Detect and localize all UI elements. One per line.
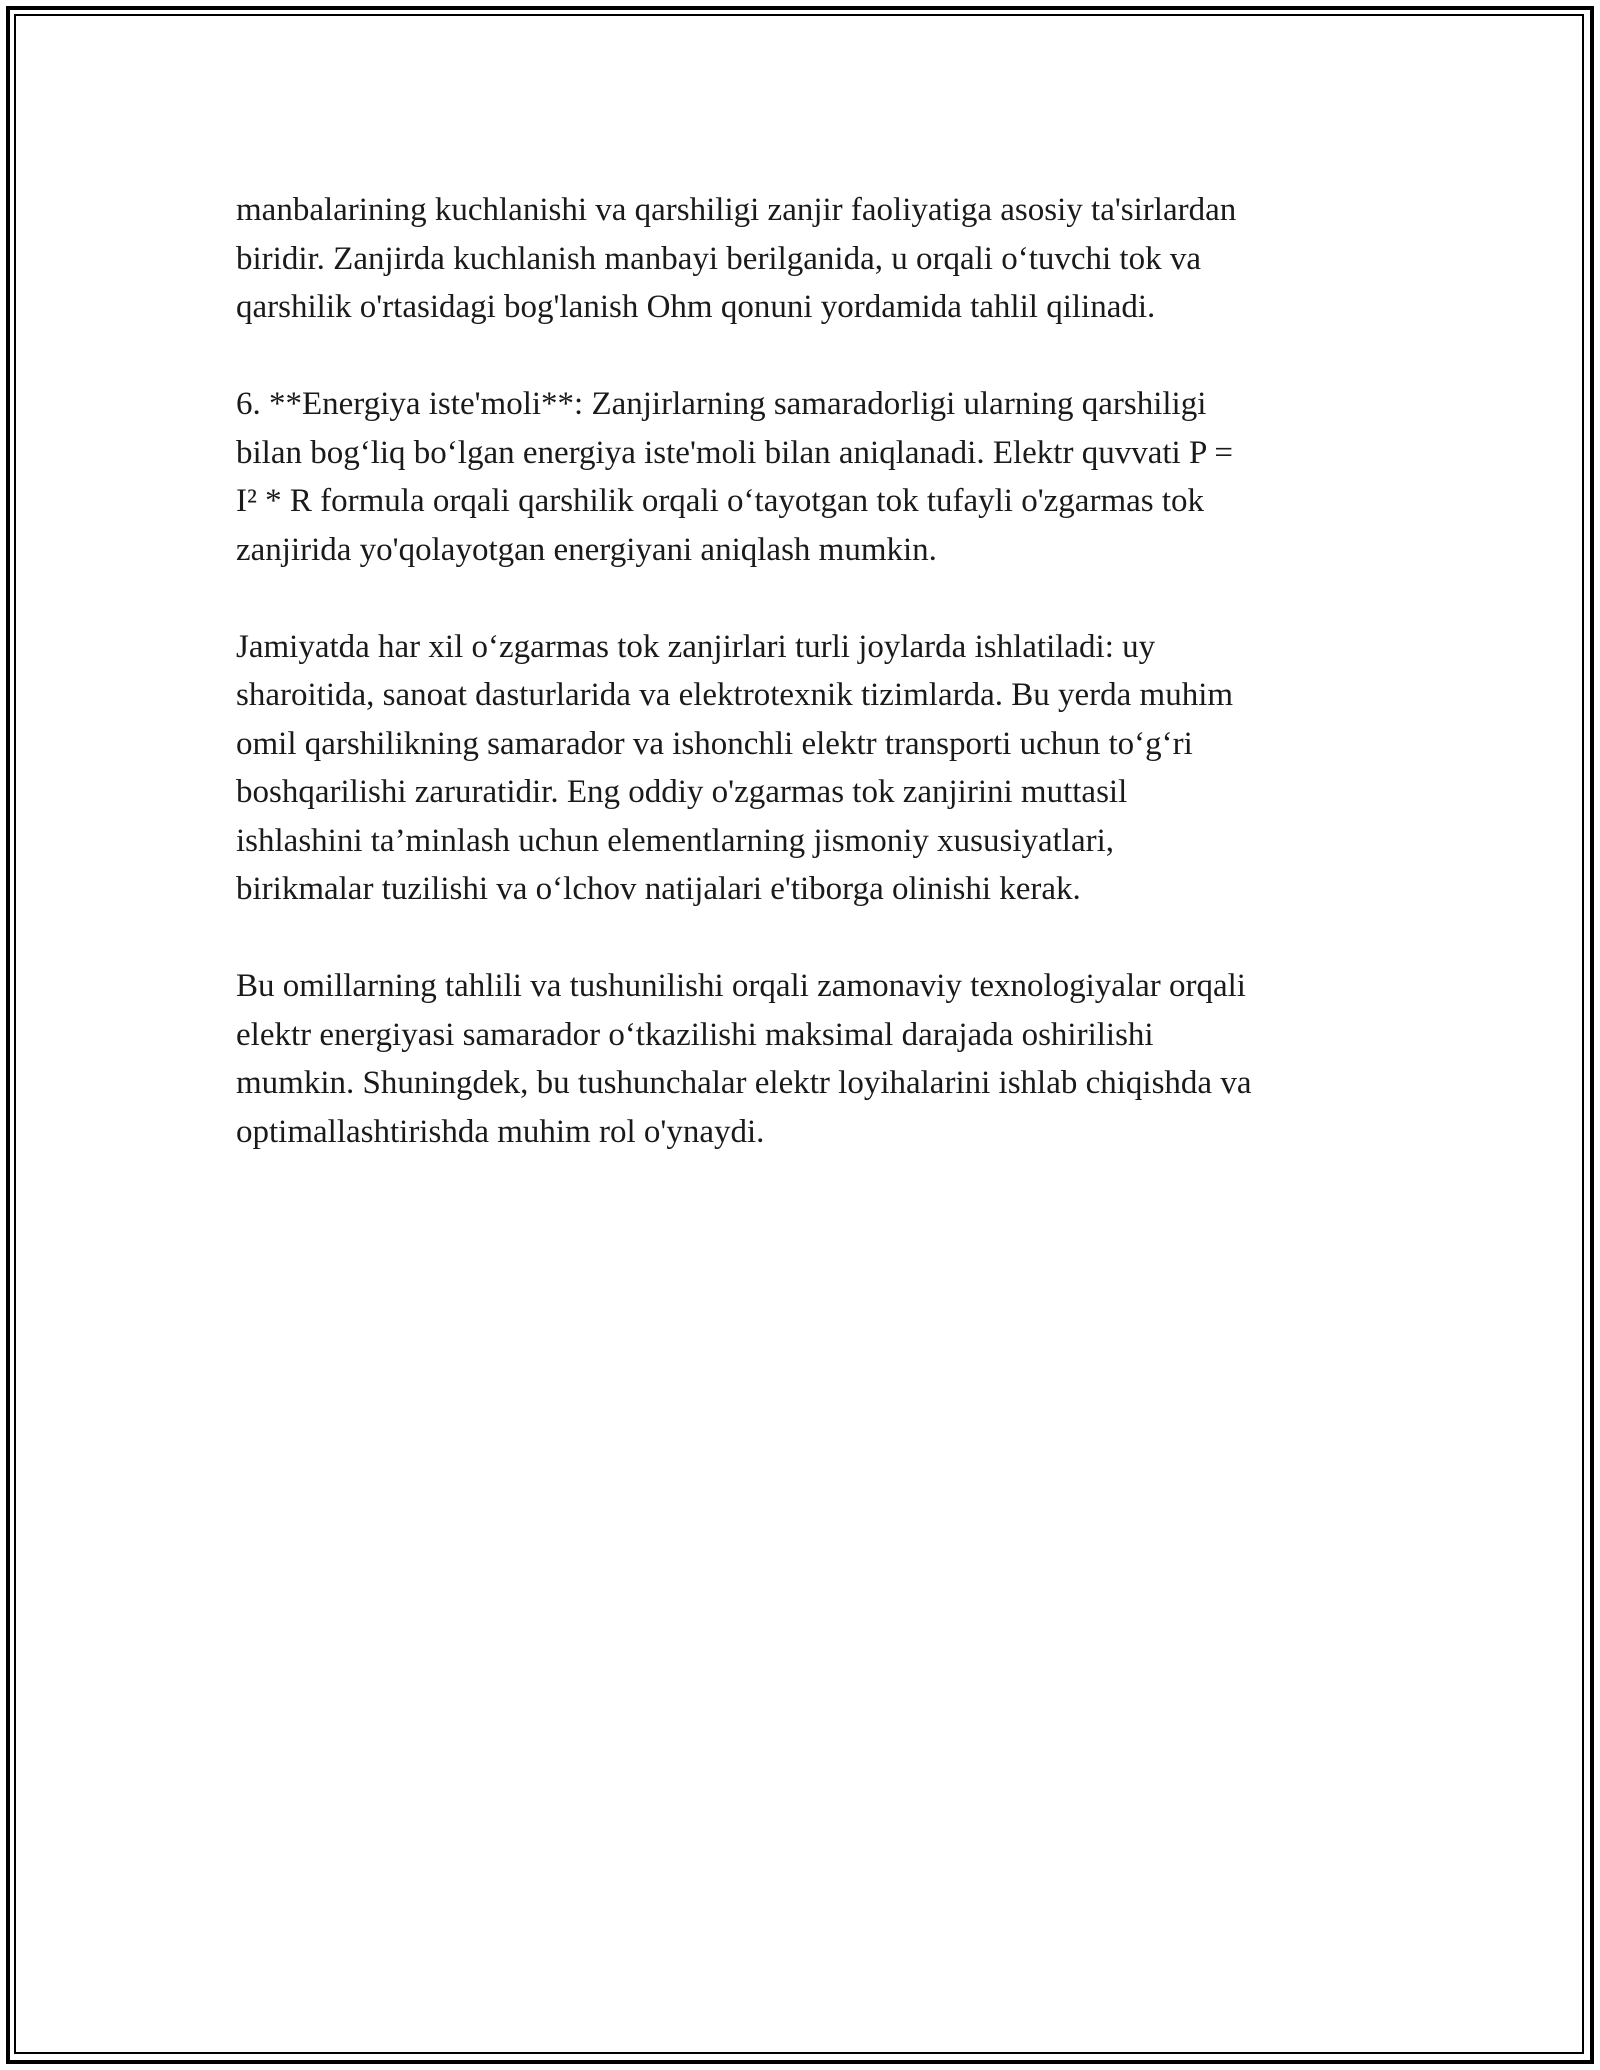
text-line: biridir. Zanjirda kuchlanish manbayi berilganida, u orqali o‘tuvchi tok va: [236, 240, 1201, 277]
text-line: 6. **Energiya iste'moli**: Zanjirlarning samaradorligi ularning qarshiligi: [236, 386, 1207, 422]
text-line: zanjirida yo'qolayotgan energiyani aniqlash mumkin.: [236, 531, 937, 568]
text-line: manbalarining kuchlanishi va qarshiligi zanjir faoliyatiga asosiy ta'sirlardan: [236, 192, 1237, 228]
paragraph-1: [236, 186, 1376, 332]
text-line: mumkin. Shuningdek, bu tushunchalar elektr loyihalarini ishlab chiqishda va: [236, 1065, 1252, 1101]
text-line: ishlashini ta’minlash uchun elementlarning jismoniy xususiyatlari,: [236, 822, 1115, 859]
text-line: optimallashtirishda muhim rol o'ynaydi.: [236, 1113, 765, 1150]
text-line: bilan bog‘liq bo‘lgan energiya iste'moli bilan aniqlanadi. Elektr quvvati P =: [236, 434, 1233, 471]
text-line: boshqarilishi zaruratidir. Eng oddiy o'zgarmas tok zanjirini muttasil: [236, 774, 1128, 810]
paragraph-2: [236, 380, 1376, 574]
document-body: [236, 186, 1376, 1205]
text-line: qarshilik o'rtasidagi bog'lanish Ohm qonuni yordamida tahlil qilinadi.: [236, 289, 1156, 325]
text-line: birikmalar tuzilishi va o‘lchov natijalari e'tiborga olinishi kerak.: [236, 871, 1081, 907]
text-line: Bu omillarning tahlili va tushunilishi orqali zamonaviy texnologiyalar orqali: [236, 968, 1246, 1004]
paragraph-3: [236, 623, 1376, 914]
text-line: sharoitida, sanoat dasturlarida va elektrotexnik tizimlarda. Bu yerda muhim: [236, 677, 1234, 713]
text-line: I² * R formula orqali qarshilik orqali o‘tayotgan tok tufayli o'zgarmas tok: [236, 483, 1205, 519]
text-line: omil qarshilikning samarador va ishonchli elektr transporti uchun to‘g‘ri: [236, 725, 1193, 762]
paragraph-4: [236, 962, 1376, 1156]
text-line: elektr energiyasi samarador o‘tkazilishi maksimal darajada oshirilishi: [236, 1016, 1154, 1053]
text-line: Jamiyatda har xil o‘zgarmas tok zanjirlari turli joylarda ishlatiladi: uy: [236, 628, 1156, 665]
